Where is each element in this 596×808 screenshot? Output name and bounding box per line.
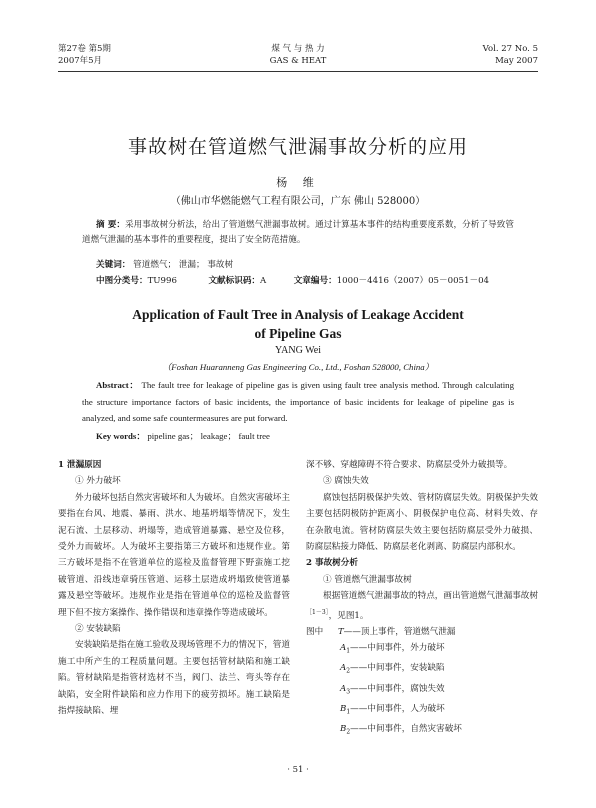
legend-symbol: A bbox=[340, 663, 347, 674]
publish-date-en: May 2007 bbox=[495, 56, 538, 66]
abstract-cn-text: 采用事故树分析法，给出了管道燃气泄漏事故树。通过计算基本事件的结构重要度系数，分析了导致管道燃气泄漏的基本事件的重要程度，提出了安全防范措施。 bbox=[82, 220, 514, 245]
author-en: YANG Wei bbox=[275, 345, 321, 356]
abstract-en-text: The fault tree for leakage of pipeline gas is given using fault tree analysis method. Through calculating the structure importance factors of basic incidents, the importance of basic incidents for leakage of pipeline gas is analyzed, and some safe countermeasures are put forward. bbox=[82, 380, 514, 423]
legend-row-a3 bbox=[306, 681, 538, 701]
paragraph-external-damage: 外力破坏包括自然灾害破坏和人为破坏。自然灾害破坏主要指在台风、地震、暴雨、洪水、地基坍塌等情况下，发生泥石流、土层移动、坍塌等，造成管道暴露、悬空及位移，受外力而破坏。人为破坏主要指第三方破坏和违规作业。第三方破坏是指不在管道单位的巡检及监督管理下野蛮施工挖破管道、沿线违章骑压管道、运移土层造成坍塌致使管道暴露及悬空等破坏。违规作业是指在管道单位的巡检及监督管理下但不按方案操作、操作错误和违章操作等造成破坏。 bbox=[58, 492, 290, 618]
classification-line bbox=[96, 274, 516, 288]
keywords-en-label: Key words： bbox=[96, 431, 146, 441]
volume-issue: 第27卷 第5期 bbox=[58, 44, 111, 54]
paragraph-continued: 深不够、穿越障碍不符合要求、防腐层受外力破损等。 bbox=[306, 460, 513, 470]
volume-issue-en: Vol. 27 No. 5 bbox=[482, 44, 538, 54]
legend-desc: ——顶上事件，管道燃气泄漏 bbox=[343, 626, 456, 637]
legend-subscript: 2 bbox=[346, 728, 351, 736]
legend-row-a1 bbox=[306, 640, 538, 660]
keywords-en bbox=[96, 429, 270, 442]
paper-title-cn: 事故树在管道燃气泄漏事故分析的应用 bbox=[127, 136, 468, 158]
affiliation-en: （Foshan Huaranneng Gas Engineering Co., Ltd., Foshan 528000, China） bbox=[162, 362, 434, 372]
article-no-label: 文章编号： bbox=[293, 276, 337, 286]
paper-title-en-line1: Application of Fault Tree in Analysis of Leakage Accident bbox=[132, 307, 464, 322]
body-left-column bbox=[58, 457, 290, 720]
fault-tree-text-pre: 根据管道燃气泄漏事故的特点，画出管道燃气泄漏事故树 bbox=[323, 591, 538, 602]
citation-ref: ［1－3］ bbox=[306, 608, 329, 616]
paragraph-corrosion-failure: 腐蚀包括阴极保护失效、管材防腐层失效。阴极保护失效主要包括阴极防护距离小、阴极保护电位高、材料失效、存在杂散电流。管材防腐层失效主要包括防腐层受外力破损、防腐层粘接力降低、防腐层老化剥离、防腐层内部积水。 bbox=[306, 492, 538, 553]
doc-code-label: 文献标识码： bbox=[208, 276, 261, 286]
paragraph-fault-tree bbox=[306, 588, 538, 624]
paper-title-en bbox=[0, 305, 596, 343]
section-heading-2: 2 事故树分析 bbox=[306, 558, 358, 569]
legend-desc: ——中间事件，外力破坏 bbox=[350, 643, 445, 654]
header-rule bbox=[58, 71, 538, 72]
keywords-en-text: pipeline gas； leakage； fault tree bbox=[147, 431, 270, 441]
legend-subscript: 3 bbox=[346, 688, 351, 696]
affiliation-cn: （佛山市华燃能燃气工程有限公司，广东 佛山 528000） bbox=[170, 196, 426, 207]
legend-symbol: B bbox=[340, 723, 347, 734]
paper-title-en-line2: of Pipeline Gas bbox=[254, 326, 342, 341]
clc-label: 中图分类号： bbox=[96, 276, 148, 286]
publish-date: 2007年5月 bbox=[58, 56, 103, 66]
keywords-cn-text: 管道燃气； 泄漏； 事故树 bbox=[133, 260, 234, 270]
subheading-external-damage: ① 外力破坏 bbox=[75, 476, 121, 487]
abstract-en-label: Abstract： bbox=[96, 380, 139, 390]
body-right-column bbox=[306, 457, 538, 741]
abstract-cn-label: 摘 要： bbox=[96, 220, 125, 230]
article-no-value: 1000－4416（2007）05－0051－04 bbox=[336, 276, 490, 286]
subheading-fault-tree: ① 管道燃气泄漏事故树 bbox=[323, 574, 412, 585]
legend-row-b1 bbox=[306, 701, 538, 721]
legend-row-a2 bbox=[306, 660, 538, 680]
keywords-cn bbox=[96, 258, 516, 272]
paragraph-installation-defect: 安装缺陷是指在施工验收及现场管理不力的情况下，管道施工中所产生的工程质量问题。主要包括管材缺陷和施工缺陷。管材缺陷是指管材选材不当，阀门、法兰、弯头等存在缺陷，安全附件缺陷和应力作用下的疲劳损坏。施工缺陷是指焊接缺陷、埋 bbox=[58, 640, 290, 717]
legend-symbol: B bbox=[340, 703, 347, 714]
legend-subscript: 1 bbox=[346, 708, 351, 716]
abstract-cn bbox=[82, 218, 514, 247]
doc-code-value: A bbox=[260, 276, 267, 286]
keywords-cn-label: 关键词： bbox=[96, 260, 131, 270]
legend-symbol: A bbox=[340, 643, 347, 654]
legend-row-b2 bbox=[306, 721, 538, 741]
abstract-en bbox=[82, 377, 514, 427]
subheading-installation-defect: ② 安装缺陷 bbox=[75, 624, 121, 635]
symbol-legend bbox=[306, 624, 538, 741]
section-heading-1: 1 泄漏原因 bbox=[58, 460, 102, 470]
legend-desc: ——中间事件，安装缺陷 bbox=[350, 663, 445, 674]
journal-name-cn: 煤 气 与 热 力 bbox=[271, 44, 325, 54]
subheading-corrosion-failure: ③ 腐蚀失效 bbox=[323, 476, 369, 487]
clc-value: TU996 bbox=[147, 276, 177, 286]
legend-subscript: 2 bbox=[346, 668, 351, 676]
legend-row-t bbox=[306, 624, 538, 640]
legend-symbol: A bbox=[340, 683, 347, 694]
legend-desc: ——中间事件，人为破坏 bbox=[350, 703, 445, 714]
journal-volume-info-en bbox=[418, 43, 538, 67]
legend-subscript: 1 bbox=[346, 648, 351, 656]
journal-name-en: GAS & HEAT bbox=[269, 56, 327, 66]
legend-desc: ——中间事件，自然灾害破坏 bbox=[350, 723, 462, 734]
legend-symbol: T bbox=[337, 626, 344, 637]
author-cn: 杨 维 bbox=[276, 176, 320, 189]
page-number: · 51 · bbox=[287, 765, 309, 775]
fault-tree-text-post: ，见图1。 bbox=[328, 610, 369, 621]
legend-title: 图中 bbox=[306, 626, 324, 637]
legend-desc: ——中间事件，腐蚀失效 bbox=[350, 683, 445, 694]
